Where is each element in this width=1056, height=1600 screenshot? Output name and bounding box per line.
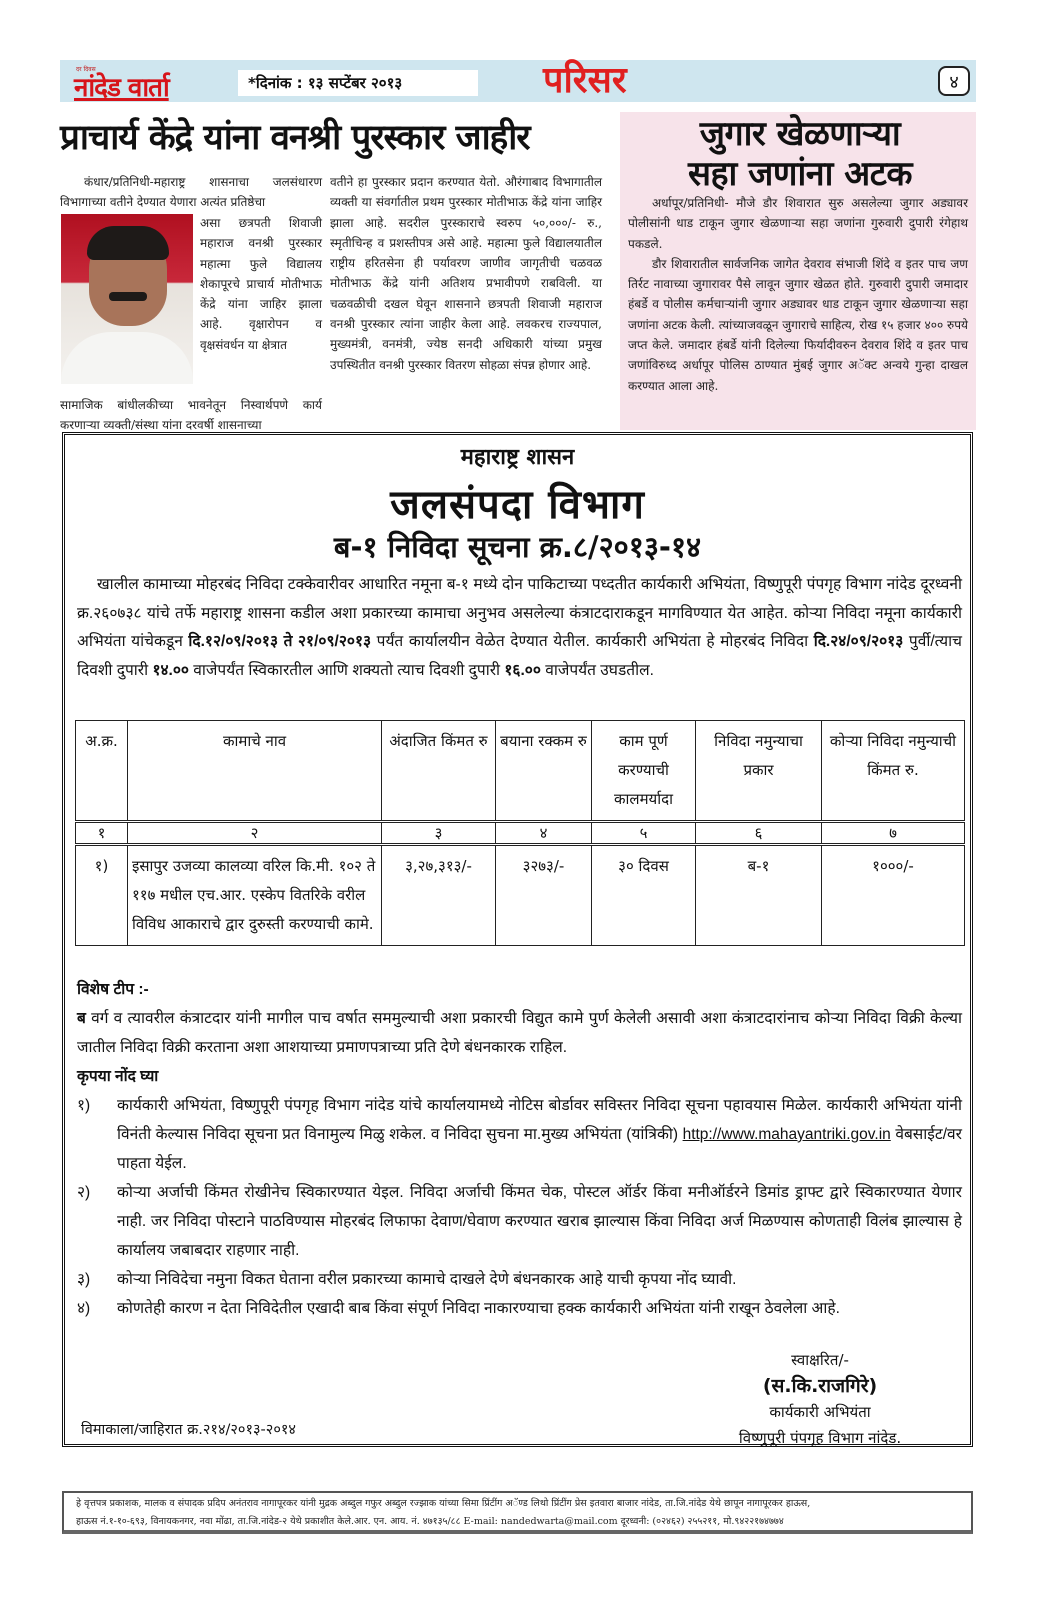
intro-text: वाजेपर्यंत स्विकारतील आणि शक्यतो त्याच दिवशी दुपारी	[188, 661, 505, 679]
cell-form-cost: १०००/-	[822, 845, 965, 946]
imprint-line2: हाऊस नं.१-१०-६९३, विनायकनगर, नवा मोंढा, ता.जि.नांदेड-२ येथे प्रकाशीत केले.आर. एन. आय. नं. ४७१३५/८८ E-mail: nandedwarta@mail.com दूरध्वनी: (०२४६२) २५५२११, मो.९४२२१७४७७४	[76, 1516, 784, 1527]
masthead-strip	[60, 60, 976, 102]
photo-hair	[87, 226, 169, 260]
story2-para2: डौर शिवारातील सार्वजनिक जागेत देवराव संभाजी शिंदे व इतर पाच जण तिर्रट नावाच्या जुगारावर पैसे लावून जुगार खेळत होते. गुरुवारी दुपारी जमादार हंबर्डे व पोलीस कर्मचाऱ्यांनी जुगार अड्यावर धाड टाकून जुगार खेळणाऱ्या सहा जणांना अटक केली. त्यांच्याजवळून जुगाराचे साहित्य, रोख १५ हजार ४०० रुपये जप्त केले. जमादार हंबर्डे यांनी दिलेल्या फिर्यादीवरुन देवराव शिंदे व इतर पाच जणांविरुध्द अर्धापूर पोलिस ठाण्यात मुंबई जुगार अॅक्ट अन्वये गुन्हा दाखल करण्यात आला आहे.	[628, 256, 968, 393]
cell-time-limit: ३० दिवस	[592, 845, 696, 946]
photo-moustache	[109, 292, 147, 301]
cell-work-name: इसापुर उजव्या कालव्या वरिल कि.मी. १०२ ते ११७ मधील एच.आर. एस्केप वितरिके वरील विविध आकाराचे द्वार दुरुस्ती करण्याची कामे.	[128, 845, 382, 946]
imprint-line1: हे वृत्तपत्र प्रकाशक, मालक व संपादक प्रदिप अनंतराव नागापूरकर यांनी मुद्रक अब्दुल गफुर अब्दुल रज्झाक यांच्या सिमा प्रिंटींग अॅण्ड लिथो प्रिंटींग प्रेस इतवारा बाजार नांदेड, ता.जि.नांदेड येथे छापून नागापूरकर हाऊस,	[76, 1498, 811, 1509]
col-header-time-limit: काम पूर्ण करण्याची कालमर्यादा	[592, 721, 696, 822]
col-number: ३	[382, 822, 496, 845]
col-header-earnest-money: बयाना रक्कम रु	[496, 721, 592, 822]
advertisement-number: विमाकाला/जाहिरात क्र.२१४/२०१३-२०१४	[81, 1422, 296, 1438]
point-number: ३)	[77, 1271, 91, 1288]
cell-form-type: ब-१	[696, 845, 822, 946]
notice-intro	[77, 571, 962, 685]
notice-points-list	[77, 1091, 962, 1323]
section-title: परिसर	[543, 60, 627, 101]
col-header-estimated-cost: अंदाजित किंमत रु	[382, 721, 496, 822]
col-number: ४	[496, 822, 592, 845]
intro-text: खालील कामाच्या मोहरबंद निविदा टक्केवारीवर आधारित नमूना ब-१ मध्ये दोन पाकिटाच्या पध्दतीत कार्यकारी अभियंता, विष्णुपूरी पंपगृह विभाग नांदेड दूरध्वनी क्र.२६०७३८ यांचे तर्फे महाराष्ट्र शासना कडील अशा प्रकारच्या कामाचा अनुभव असलेल्या कंत्राटदाराकडून मागविण्यात येत आहेत. कोऱ्या निविदा नमूना कार्यकारी अभियंता यांचेकडून	[77, 576, 962, 650]
page-number-badge: ४	[938, 66, 970, 96]
logo-tagline: दर दिवस	[76, 66, 96, 73]
col-header-form-cost: कोऱ्या निविदा नमुन्याची किंमत रु.	[822, 721, 965, 822]
col-number: २	[128, 822, 382, 845]
submission-time: १४.००	[152, 661, 189, 679]
story1-col2: वतीने हा पुरस्कार प्रदान करण्यात येतो. औरंगाबाद विभागातील व्यक्ती या संवर्गातील प्रथम पुरस्कार मोतीभाऊ केंद्रे यांना जाहिर झाला आहे. सदरील पुरस्काराचे स्वरुप ५०,०००/- रु., स्मृतीचिन्ह व प्रशस्तीपत्र असे आहे. महात्मा फुले विद्यालयातील राष्ट्रीय हरितसेना ही पर्यावरण जाणीव जागृतीची चळवळ मोतीभाऊ केंद्रे यांनी अतिशय प्रभावीपणे राबविली. या चळवळीची दखल घेवून शासनाने छत्रपती शिवाजी महाराज वनश्री पुरस्कार त्यांना जाहीर केला आहे. लवकरच राज्यपाल, मुख्यमंत्री, वनमंत्री, ज्येष्ठ सनदी अधिकारी यांच्या प्रमुख उपस्थितीत वनश्री पुरस्कार वितरण सोहळा संपन्न होणार आहे.	[330, 175, 602, 372]
signatory-office: विष्णुपूरी पंपगृह विभाग नांदेड.	[738, 1429, 902, 1447]
col-number: ६	[696, 822, 822, 845]
intro-text: वाजेपर्यंत उघडतील.	[540, 661, 654, 679]
issue-date: *दिनांक : १३ सप्टेंबर २०१३	[238, 70, 478, 96]
notice-department: जलसंपदा विभाग	[390, 482, 645, 528]
issue-period: दि.१२/०९/२०१३ ते २१/०९/२०१३	[188, 633, 372, 650]
story2-headline-line1: जुगार खेळणाऱ्या	[699, 114, 901, 154]
cell-sr: १)	[76, 845, 128, 946]
point-number: २)	[77, 1184, 91, 1201]
notice-notes	[77, 975, 962, 1323]
intro-text: पुर्वी/त्याच दिवशी दुपारी	[77, 633, 962, 679]
special-note-heading: विशेष टीप :-	[77, 981, 149, 998]
col-header-form-type: निविदा नमुन्याचा प्रकार	[696, 721, 822, 822]
tender-table	[75, 720, 965, 946]
point-text: कोऱ्या निविदेचा नमुना विकत घेताना वरील प्रकारच्या कामाचे दाखले देणे बंधनकारक आहे याची कृपया नोंद घ्यावी.	[117, 1271, 737, 1288]
notice-point	[77, 1091, 962, 1178]
submission-date: दि.२४/०९/२०१३	[813, 633, 904, 650]
story2-headline	[628, 114, 972, 194]
col-number: ७	[822, 822, 965, 845]
logo-name: नांदेड वार्ता	[74, 73, 169, 103]
point-text: कोऱ्या अर्जाची किंमत रोखीनेच स्विकारण्यात येइल. निविदा अर्जाची किंमत चेक, पोस्टल ऑर्डर किंवा मनीऑर्डरने डिमांड ड्राफ्ट द्वारे स्विकारण्यात येणार नाही. जर निविदा पोस्टाने पाठविण्यास मोहरबंद लिफाफा देवाण/घेवाण करण्यात खराब झाल्यास किंवा निविदा अर्ज मिळण्यास कोणताही विलंब झाल्यास हे कार्यालय जबाबदार राहणार नाही.	[117, 1184, 962, 1259]
story2-headline-line2: सहा जणांना अटक	[687, 154, 913, 194]
cell-earnest-money: ३२७३/-	[496, 845, 592, 946]
notice-point	[77, 1178, 962, 1265]
imprint-footer	[62, 1491, 973, 1534]
please-note-heading: कृपया नोंद घ्या	[77, 1068, 159, 1085]
notice-point	[77, 1265, 962, 1294]
point-text: कोणतेही कारण न देता निविदेतील एखादी बाब किंवा संपूर्ण निविदा नाकारण्याचा हक्क कार्यकारी अभियंता यांनी राखून ठेवलेला आहे.	[117, 1300, 840, 1317]
story1-col1-beside-photo: असा छत्रपती शिवाजी महाराज वनश्री पुरस्कार महात्मा फुले विद्यालय शेकापूरचे प्राचार्य मोतीभाऊ केंद्रे यांना जाहिर झाला आहे. वृक्षारोपन व वृक्षसंवर्धन या क्षेत्रात	[200, 216, 322, 352]
signatory-designation: कार्यकारी अभियंता	[769, 1403, 871, 1421]
story1-col1-top: कंधार/प्रतिनिधी-महाराष्ट्र शासनाचा जलसंधारण विभागाच्या वतीने देण्यात येणारा अत्यंत प्रतिष्ठेचा	[60, 175, 322, 210]
newspaper-logo	[74, 65, 214, 103]
notice-government: महाराष्ट्र शासन	[460, 445, 575, 470]
signatory-name: (स.कि.राजगिरे)	[762, 1375, 878, 1397]
opening-time: १६.००	[504, 661, 541, 679]
col-number: १	[76, 822, 128, 845]
story1-col1-bottom: सामाजिक बांधीलकीच्या भावनेतून निस्वार्थपणे कार्य करणाऱ्या व्यक्ती/संस्था यांना दरवर्षी शासनाच्या	[60, 398, 322, 433]
story1-photo	[61, 214, 193, 384]
notice-tender-title: ब-१ निविदा सूचना क्र.८/२०१३-१४	[333, 530, 702, 564]
cell-estimated-cost: ३,२७,३१३/-	[382, 845, 496, 946]
tender-notice	[62, 432, 973, 1447]
intro-text: पर्यंत कार्यालयीन वेळेत देण्यात येतील. कार्यकारी अभियंता हे मोहरबंद निविदा	[371, 633, 814, 650]
point-number: ४)	[77, 1300, 91, 1317]
col-header-work-name: कामाचे नाव	[128, 721, 382, 822]
signed-label: स्वाक्षरित/-	[791, 1351, 849, 1369]
special-note-text: वर्ग व त्यावरील कंत्राटदार यांनी मागील पाच वर्षात सममुल्याची अशा प्रकारची विद्युत कामे पुर्ण केलेली असावी अशा कंत्राटदारांनाच कोऱ्या निविदा विक्री केल्या जातील निविदा विक्री करताना अशा आशयाच्या प्रमाणपत्राच्या प्रति देणे बंधनकारक राहिल.	[77, 1010, 962, 1056]
story1-headline: प्राचार्य केंद्रे यांना वनश्री पुरस्कार जाहीर	[60, 118, 530, 158]
photo-shirt	[61, 332, 193, 384]
notice-point	[77, 1294, 962, 1323]
point-text: वेबसाईट/वर पाहता येईल.	[117, 1126, 962, 1172]
website-link[interactable]: http://www.mahayantriki.gov.in	[682, 1126, 891, 1143]
col-number: ५	[592, 822, 696, 845]
special-note-class: ब	[77, 1010, 86, 1027]
point-number: १)	[77, 1097, 91, 1114]
table-column-number-row	[76, 822, 965, 845]
story2-para1: अर्धापूर/प्रतिनिधी- मौजे डौर शिवारात सुरु असलेल्या जुगार अड्यावर पोलीसांनी धाड टाकून जुगार खेळणाऱ्या सहा जणांना गुरुवारी दुपारी रंगेहाथ पकडले.	[628, 196, 968, 251]
table-header-row	[76, 721, 965, 822]
story2-body	[628, 193, 968, 396]
point-text: कार्यकारी अभियंता, विष्णुपूरी पंपगृह विभाग नांदेड यांचे कार्यालयामध्ये नोटिस बोर्डावर सविस्तर निविदा सूचना पहावयास मिळेल. कार्यकारी अभियंता यांनी विनंती केल्यास निविदा सूचना प्रत विनामुल्य मिळु शकेल. व निविदा सुचना मा.मुख्य अभियंता (यांत्रिकी)	[117, 1097, 962, 1143]
special-note	[77, 1004, 962, 1062]
table-row	[76, 845, 965, 946]
signature-block	[710, 1347, 930, 1451]
col-header-sr: अ.क्र.	[76, 721, 128, 822]
